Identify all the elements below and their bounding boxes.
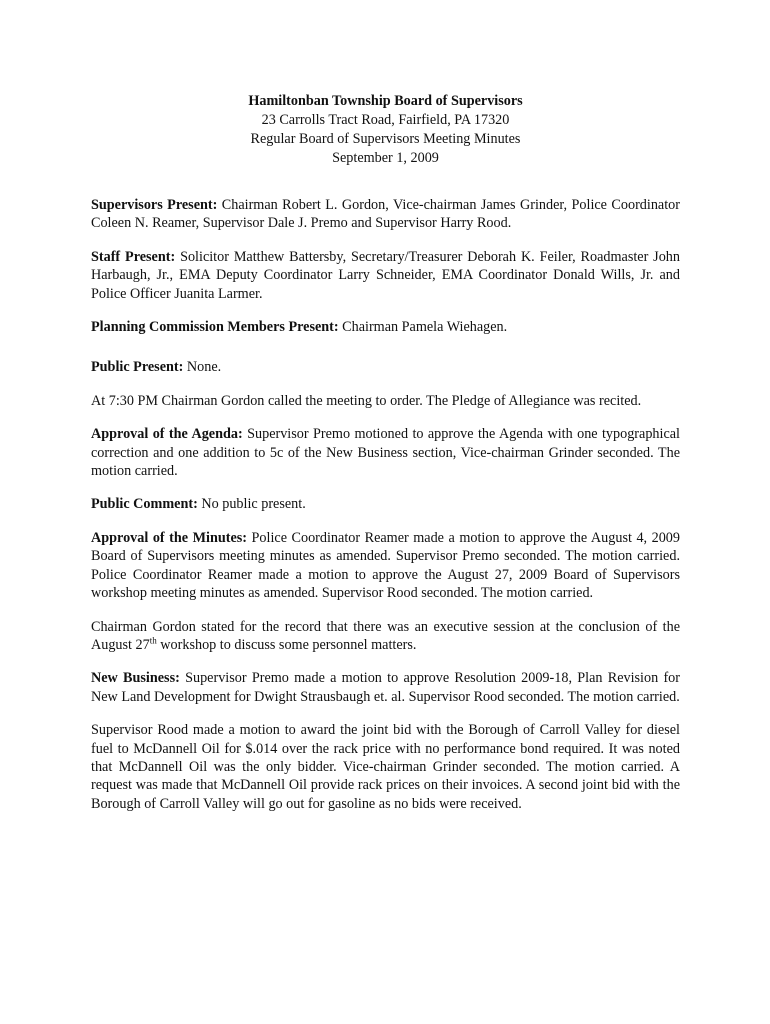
public-present-text: None.	[183, 359, 222, 376]
approval-agenda-paragraph	[91, 425, 680, 480]
approval-minutes-label: Approval of the Minutes:	[91, 529, 247, 546]
supervisors-present-paragraph	[91, 196, 680, 233]
executive-session-paragraph	[91, 618, 680, 655]
township-title: Hamiltonban Township Board of Supervisors	[248, 93, 523, 109]
public-comment-paragraph	[91, 495, 680, 513]
joint-bid-paragraph: Supervisor Rood made a motion to award the joint bid with the Borough of Carroll Valley for diesel fuel to McDannell Oil for $.014 over the rack price with no performance bond required. It was noted that McDannell Oil was the only bidder. Vice-chairman Grinder seconded. The motion carried. A request was made that McDannell Oil provide rack prices on their invoices. A second joint bid with the Borough of Carroll Valley will go out for gasoline as no bids were received.	[91, 722, 680, 812]
executive-session-text-after: workshop to discuss some personnel matters.	[156, 636, 417, 653]
document-header	[91, 92, 680, 168]
township-address: 23 Carrolls Tract Road, Fairfield, PA 17320	[261, 112, 510, 128]
supervisors-present-label: Supervisors Present:	[91, 197, 218, 213]
call-to-order-paragraph: At 7:30 PM Chairman Gordon called the meeting to order. The Pledge of Allegiance was recited.	[91, 392, 642, 409]
meeting-date: September 1, 2009	[332, 150, 439, 166]
approval-minutes-paragraph	[91, 529, 680, 603]
approval-minutes-text: Police Coordinator Reamer made a motion to approve the August 4, 2009 Board of Supervisors meeting minutes as amended. Supervisor Premo seconded. The motion carried. Police Coordinator Reamer made a motion to approve the August 27, 2009 Board of Supervisors workshop meeting minutes as amended. Supervisor Rood seconded. The motion carried.	[91, 529, 680, 602]
approval-agenda-text: Supervisor Premo motioned to approve the Agenda with one typographical correction and one addition to 5c of the New Business section, Vice-chairman Grinder seconded. The motion carried.	[91, 426, 680, 480]
staff-present-text: Solicitor Matthew Battersby, Secretary/Treasurer Deborah K. Feiler, Roadmaster John Harbaugh, Jr., EMA Deputy Coordinator Larry Schneider, EMA Coordinator Donald Wills, Jr. and Police Officer Juanita Larmer.	[91, 248, 680, 302]
executive-session-superscript: th	[149, 635, 157, 646]
executive-session-text-before: Chairman Gordon stated for the record that there was an executive session at the conclusion of the August 27	[91, 618, 680, 653]
planning-present-label: Planning Commission Members Present:	[91, 319, 339, 336]
public-present-paragraph	[91, 358, 680, 376]
staff-present-label: Staff Present:	[91, 248, 176, 265]
new-business-text: Supervisor Premo made a motion to approve Resolution 2009-18, Plan Revision for New Land Development for Dwight Strausbaugh et. al. Supervisor Rood seconded. The motion carried.	[91, 670, 680, 705]
new-business-label: New Business:	[91, 670, 180, 687]
new-business-paragraph	[91, 669, 680, 706]
public-comment-text: No public present.	[197, 496, 306, 513]
public-present-label: Public Present:	[91, 359, 184, 376]
supervisors-present-text: Chairman Robert L. Gordon, Vice-chairman James Grinder, Police Coordinator Coleen N. Reamer, Supervisor Dale J. Premo and Supervisor Harry Rood.	[91, 197, 680, 232]
planning-present-paragraph	[91, 318, 680, 336]
public-comment-label: Public Comment:	[91, 496, 198, 513]
planning-present-text: Chairman Pamela Wiehagen.	[338, 319, 508, 336]
meeting-type: Regular Board of Supervisors Meeting Minutes	[250, 131, 521, 147]
minutes-page	[91, 92, 680, 828]
approval-agenda-label: Approval of the Agenda:	[91, 426, 243, 443]
staff-present-paragraph	[91, 248, 680, 303]
